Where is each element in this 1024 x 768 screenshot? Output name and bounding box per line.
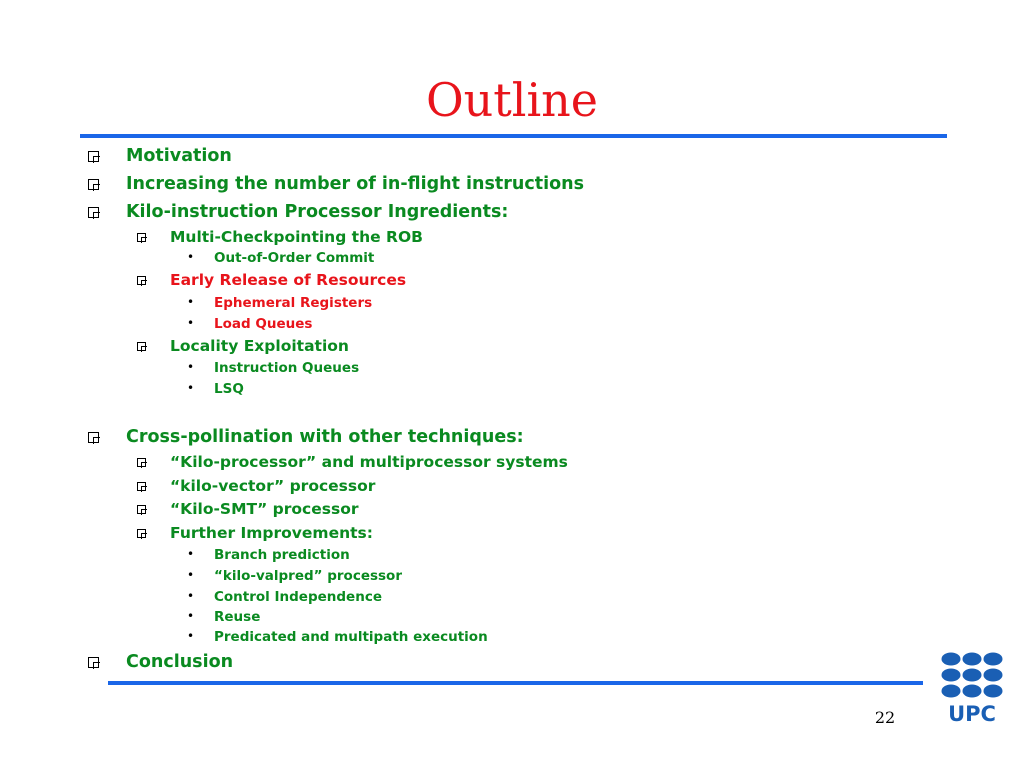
dot-bullet-icon: • bbox=[187, 316, 195, 330]
dot-bullet-icon: • bbox=[187, 609, 195, 623]
outline-item-level3: Ephemeral Registers bbox=[214, 295, 373, 311]
outline-item-level2: Early Release of Resources bbox=[170, 271, 407, 289]
logo-dot bbox=[963, 653, 982, 666]
outline-item-level3: Instruction Queues bbox=[214, 360, 360, 376]
square-bullet-icon bbox=[137, 233, 146, 242]
outline-item-level2: Multi-Checkpointing the ROB bbox=[170, 228, 423, 246]
logo-dot bbox=[942, 685, 961, 698]
logo-dot bbox=[963, 685, 982, 698]
outline-item-level2: “Kilo-SMT” processor bbox=[170, 500, 359, 518]
dot-bullet-icon: • bbox=[187, 547, 195, 561]
outline-item-level3: Out-of-Order Commit bbox=[214, 250, 375, 266]
outline-item-level3: Load Queues bbox=[214, 316, 313, 332]
logo-dot bbox=[942, 653, 961, 666]
dot-bullet-icon: • bbox=[187, 295, 195, 309]
dot-bullet-icon: • bbox=[187, 629, 195, 643]
dot-bullet-icon: • bbox=[187, 250, 195, 264]
outline-item-level1: Cross-pollination with other techniques: bbox=[126, 427, 524, 447]
svg-text:UPC: UPC bbox=[948, 702, 996, 724]
outline-item-level1: Motivation bbox=[126, 146, 232, 166]
dot-bullet-icon: • bbox=[187, 589, 195, 603]
square-bullet-icon bbox=[88, 207, 99, 218]
page-number: 22 bbox=[874, 708, 896, 727]
square-bullet-icon bbox=[137, 505, 146, 514]
logo-dot bbox=[984, 669, 1003, 682]
dot-bullet-icon: • bbox=[187, 568, 195, 582]
outline-item-level1: Kilo-instruction Processor Ingredients: bbox=[126, 202, 509, 222]
outline-item-level1: Increasing the number of in-flight instructions bbox=[126, 174, 585, 194]
outline-item-level2: “Kilo-processor” and multiprocessor systems bbox=[170, 453, 568, 471]
square-bullet-icon bbox=[137, 342, 146, 351]
square-bullet-icon bbox=[137, 482, 146, 491]
dot-bullet-icon: • bbox=[187, 360, 195, 374]
slide-title: Outline bbox=[425, 73, 599, 127]
outline-item-level2: Locality Exploitation bbox=[170, 337, 349, 355]
square-bullet-icon bbox=[88, 179, 99, 190]
square-bullet-icon bbox=[88, 657, 99, 668]
square-bullet-icon bbox=[137, 529, 146, 538]
dot-bullet-icon: • bbox=[187, 381, 195, 395]
square-bullet-icon bbox=[88, 151, 99, 162]
upc-logo bbox=[940, 652, 1004, 724]
square-bullet-icon bbox=[137, 458, 146, 467]
outline-item-level3: Branch prediction bbox=[214, 547, 350, 563]
outline-item-level3: LSQ bbox=[214, 381, 244, 397]
square-bullet-icon bbox=[88, 432, 99, 443]
logo-dot bbox=[984, 685, 1003, 698]
outline-item-level3: “kilo-valpred” processor bbox=[214, 568, 402, 584]
logo-dot bbox=[984, 653, 1003, 666]
outline-item-level3: Control Independence bbox=[214, 589, 382, 605]
outline-item-level3: Predicated and multipath execution bbox=[214, 629, 488, 645]
logo-dot bbox=[963, 669, 982, 682]
outline-item-level2: “kilo-vector” processor bbox=[170, 477, 376, 495]
logo-dot bbox=[942, 669, 961, 682]
bottom-rule bbox=[108, 681, 923, 685]
outline-item-level2: Further Improvements: bbox=[170, 524, 373, 542]
square-bullet-icon bbox=[137, 276, 146, 285]
outline-item-level3: Reuse bbox=[214, 609, 261, 625]
outline-item-level1: Conclusion bbox=[126, 652, 234, 672]
